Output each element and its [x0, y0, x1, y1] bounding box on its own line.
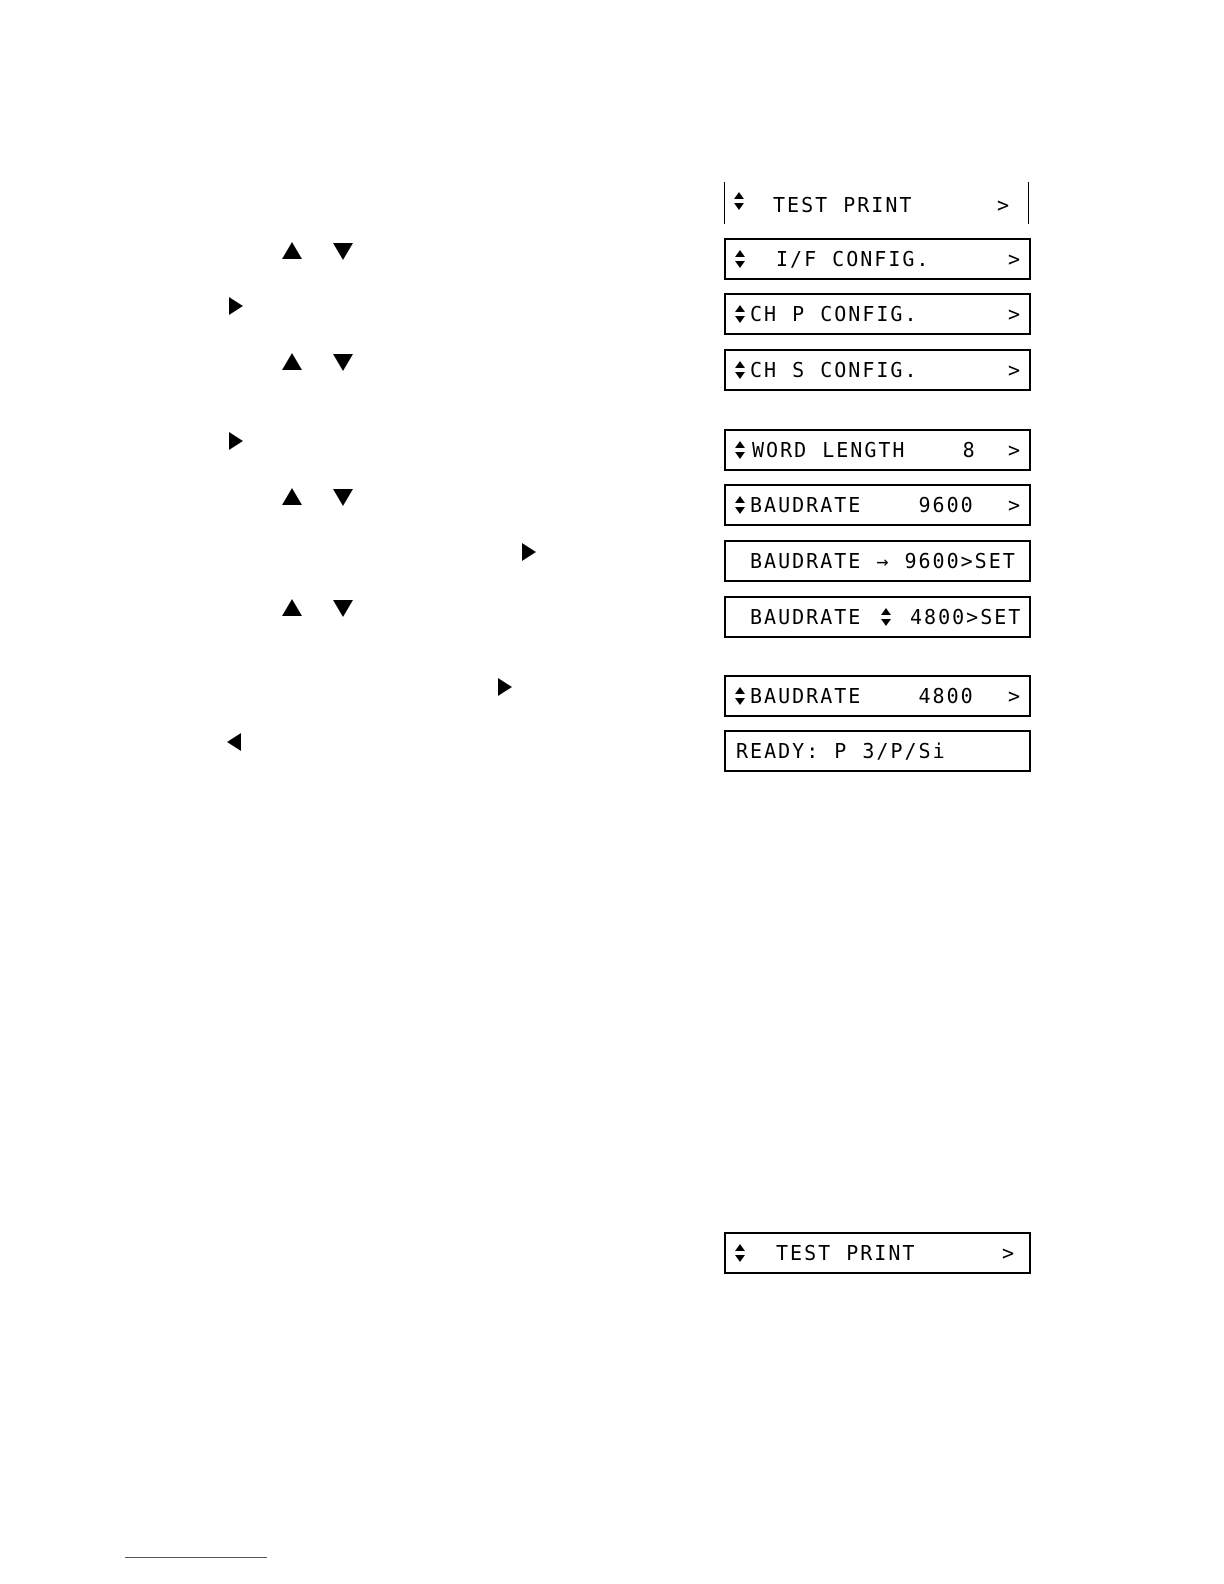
lcd-text: CH P CONFIG.	[750, 302, 919, 326]
up-down-icon	[734, 249, 746, 269]
up-down-icon	[734, 495, 746, 515]
chevron-right-icon: >	[997, 193, 1012, 217]
up-down-icon	[734, 360, 746, 380]
lcd-text: BAUDRATE	[750, 605, 863, 629]
lcd-ready	[724, 730, 1031, 772]
up-down-icon	[734, 1243, 746, 1263]
lcd-value: 4800>SET	[910, 605, 1023, 629]
lcd-text: WORD LENGTH 8	[752, 438, 977, 462]
lcd-text: TEST PRINT	[776, 1241, 917, 1265]
up-arrow-key-icon	[281, 598, 303, 618]
lcd-test-print-final	[724, 1232, 1031, 1274]
down-arrow-key-icon	[332, 598, 354, 618]
up-down-icon	[880, 607, 892, 627]
chevron-right-icon: >	[1008, 438, 1023, 462]
lcd-text: BAUDRATE 4800	[750, 684, 975, 708]
lcd-text: TEST PRINT	[773, 193, 914, 217]
lcd-text: BAUDRATE → 9600>SET	[750, 549, 1017, 573]
right-arrow-key-icon	[224, 431, 246, 451]
chevron-right-icon: >	[1008, 493, 1023, 517]
lcd-text: CH S CONFIG.	[750, 358, 919, 382]
chevron-right-icon: >	[1008, 358, 1023, 382]
lcd-baudrate-4800	[724, 675, 1031, 717]
footer-rule	[125, 1557, 267, 1558]
right-arrow-key-icon	[517, 542, 539, 562]
chevron-right-icon: >	[1002, 1241, 1017, 1265]
down-arrow-key-icon	[332, 352, 354, 372]
lcd-baudrate-9600	[724, 484, 1031, 526]
chevron-right-icon: >	[1008, 247, 1023, 271]
right-arrow-key-icon	[224, 296, 246, 316]
chevron-right-icon: >	[1008, 684, 1023, 708]
lcd-baudrate-set-4800	[724, 596, 1031, 638]
up-arrow-key-icon	[281, 241, 303, 261]
down-arrow-key-icon	[332, 241, 354, 261]
lcd-text: READY: P 3/P/Si	[736, 739, 947, 763]
lcd-ch-s-config	[724, 349, 1031, 391]
down-arrow-key-icon	[332, 487, 354, 507]
lcd-if-config	[724, 238, 1031, 280]
up-arrow-key-icon	[281, 487, 303, 507]
chevron-right-icon: >	[1008, 302, 1023, 326]
lcd-ch-p-config	[724, 293, 1031, 335]
up-arrow-key-icon	[281, 352, 303, 372]
lcd-word-length	[724, 429, 1031, 471]
lcd-text: BAUDRATE 9600	[750, 493, 975, 517]
left-arrow-key-icon	[224, 732, 246, 752]
lcd-test-print	[724, 182, 1029, 224]
up-down-icon	[734, 304, 746, 324]
up-down-icon	[733, 191, 745, 211]
lcd-text: I/F CONFIG.	[776, 247, 931, 271]
up-down-icon	[734, 440, 746, 460]
up-down-icon	[734, 686, 746, 706]
right-arrow-key-icon	[493, 677, 515, 697]
lcd-baudrate-set-9600	[724, 540, 1031, 582]
